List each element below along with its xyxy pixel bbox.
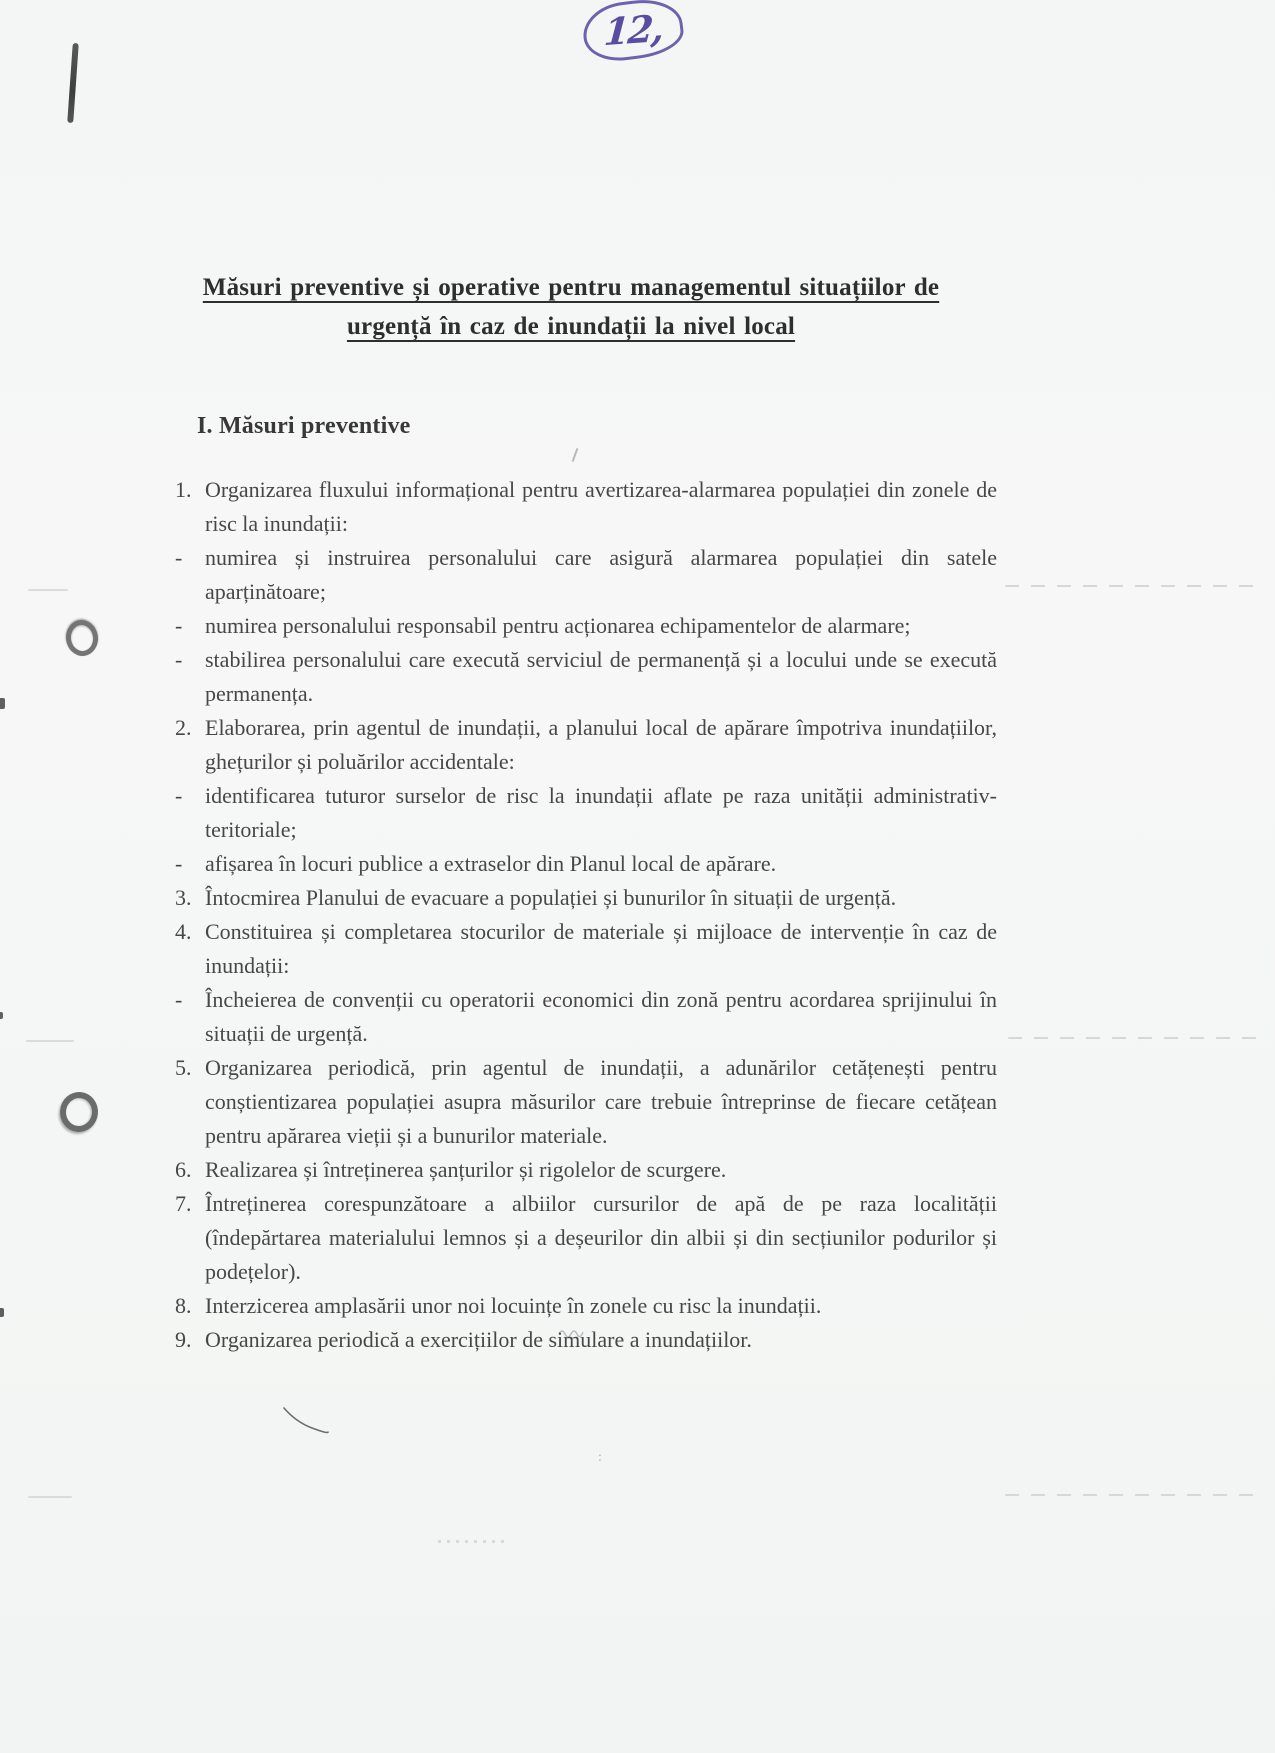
stray-mark [572, 448, 579, 462]
scan-speck [0, 698, 5, 709]
document-title [60, 268, 1082, 346]
item-text: afișarea în locuri publice a extraselor din Planul local de apărare. [205, 851, 777, 876]
item-marker: 6. [175, 1157, 192, 1182]
list-item [175, 711, 997, 779]
item-text: numirea și instruirea personalului care asigură alarmarea populației din satele aparținătoare; [205, 545, 997, 604]
scan-streak [1008, 1037, 1260, 1039]
item-text: Încheierea de convenții cu operatorii economici din zonă pentru acordarea sprijinului în situații de urgență. [205, 987, 997, 1046]
hole-punch-ring-top [64, 618, 101, 658]
list-item [175, 541, 997, 609]
scan-streak [28, 1496, 72, 1498]
list-item [175, 643, 997, 711]
item-marker: 8. [175, 1293, 192, 1318]
list-item [175, 779, 997, 847]
item-marker: 7. [175, 1191, 192, 1216]
list-item [175, 983, 997, 1051]
item-text: Constituirea și completarea stocurilor de materiale și mijloace de intervenție în caz de inundații: [205, 919, 997, 978]
scan-speck [0, 1308, 4, 1317]
document-title-line1: Măsuri preventive și operative pentru managementul situațiilor de [202, 274, 940, 301]
item-marker: - [175, 613, 183, 638]
document-title-line2: urgență în caz de inundații la nivel local [346, 313, 796, 340]
item-marker: 2. [175, 715, 192, 740]
item-text: Întreținerea corespunzătoare a albiilor cursurilor de apă de pe raza localității (îndepărtarea materialului lemnos și a deșeurilor din albii și din secțiunilor podurilor și podețelor). [205, 1191, 997, 1284]
stray-dots [438, 1540, 508, 1543]
item-marker: - [175, 987, 183, 1012]
list-item [175, 1187, 997, 1289]
item-marker: 5. [175, 1055, 192, 1080]
item-marker: - [175, 545, 183, 570]
scan-streak [28, 589, 68, 591]
list-item [175, 1051, 997, 1153]
list-item [175, 915, 997, 983]
item-text: Interzicerea amplasării unor noi locuințe în zonele cu risc la inundații. [205, 1293, 822, 1318]
item-text: Organizarea periodică a exercițiilor de simulare a inundațiilor. [205, 1327, 752, 1352]
pen-stroke-mark [67, 43, 79, 123]
item-text: numirea personalului responsabil pentru acționarea echipamentelor de alarmare; [205, 613, 911, 638]
list-item [175, 609, 997, 643]
item-text: Realizarea și întreținerea șanțurilor și rigolelor de scurgere. [205, 1157, 727, 1182]
scan-streak [26, 1040, 74, 1042]
list-item [175, 881, 997, 915]
item-text: identificarea tuturor surselor de risc la inundații aflate pe raza unității administrativ-teritoriale; [205, 783, 997, 842]
list-item [175, 473, 997, 541]
measures-list [175, 473, 997, 1357]
page-number: 12, [602, 5, 664, 55]
hole-punch-ring-bottom [58, 1090, 100, 1134]
scan-streak [1005, 1494, 1263, 1496]
item-marker: - [175, 783, 183, 808]
list-item [175, 1289, 997, 1323]
item-marker: 1. [175, 477, 192, 502]
list-item [175, 1323, 997, 1357]
scan-speck [0, 1012, 3, 1019]
item-text: Organizarea periodică, prin agentul de inundații, a adunărilor cetățenești pentru conștientizarea populației asupra măsurilor care trebuie întreprinse de fiecare cetățean pentru apărarea vieții și a bunurilor materiale. [205, 1055, 997, 1148]
item-marker: 3. [175, 885, 192, 910]
list-item [175, 1153, 997, 1187]
stray-mark: : [598, 1450, 602, 1465]
list-item [175, 847, 997, 881]
item-marker: 9. [175, 1327, 192, 1352]
item-text: Elaborarea, prin agentul de inundații, a planului local de apărare împotriva inundațiilor, ghețurilor și poluărilor accidentale: [205, 715, 997, 774]
item-marker: - [175, 647, 183, 672]
pen-squiggle [282, 1406, 330, 1434]
item-text: Întocmirea Planului de evacuare a populației și bunurilor în situații de urgență. [205, 885, 897, 910]
section-heading: I. Măsuri preventive [197, 413, 411, 439]
scan-streak [1005, 585, 1263, 587]
handwritten-page-number-circle [580, 0, 686, 65]
item-marker: - [175, 851, 183, 876]
item-text: stabilirea personalului care execută serviciul de permanență și a locului unde se execută permanența. [205, 647, 997, 706]
item-marker: 4. [175, 919, 192, 944]
item-text: Organizarea fluxului informațional pentru avertizarea-alarmarea populației din zonele de risc la inundații: [205, 477, 997, 536]
